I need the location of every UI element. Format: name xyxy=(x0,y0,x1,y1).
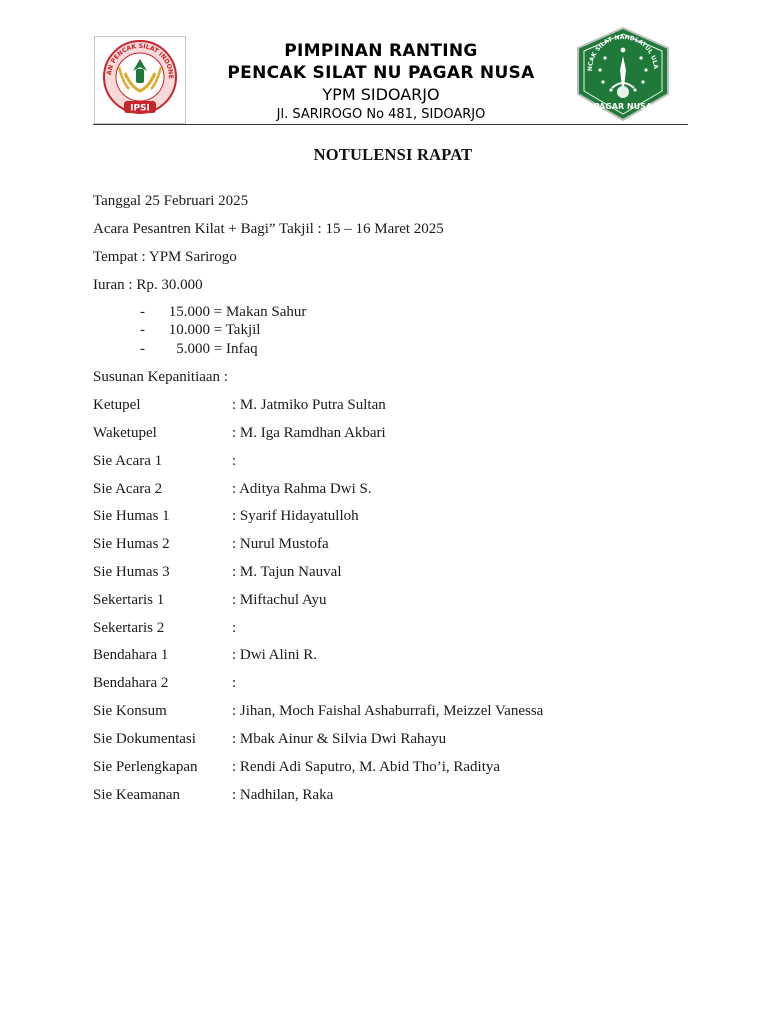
committee-row xyxy=(93,619,236,637)
committee-member: : Jihan, Moch Faishal Ashaburrafi, Meizzel Vanessa xyxy=(232,703,544,719)
committee-row xyxy=(93,424,386,442)
committee-role: Sie Konsum xyxy=(93,703,167,719)
letterhead-address: Jl. SARIROGO No 481, SIDOARJO xyxy=(276,107,486,122)
committee-row xyxy=(93,646,317,664)
letterhead-divider xyxy=(93,124,688,125)
ipsi-ring-text: AN PENCAK SILAT INDONE xyxy=(105,42,175,79)
committee-role: Bendahara 1 xyxy=(93,647,169,663)
committee-row xyxy=(93,730,446,748)
fee-info: Iuran : Rp. 30.000 xyxy=(93,277,203,293)
committee-member: : Nurul Mustofa xyxy=(232,536,329,552)
committee-member: : xyxy=(232,675,237,691)
committee-row xyxy=(93,591,326,609)
event-info: Acara Pesantren Kilat + Bagi” Takjil : 15 – 16 Maret 2025 xyxy=(93,221,444,237)
committee-role: Sie Humas 2 xyxy=(93,536,170,552)
committee-member: : Rendi Adi Saputro, M. Abid Tho’i, Raditya xyxy=(232,759,501,775)
committee-role: Sie Dokumentasi xyxy=(93,731,196,747)
committee-role: Sie Keamanan xyxy=(93,787,181,803)
committee-row xyxy=(93,563,342,581)
committee-member: : Dwi Alini R. xyxy=(232,647,318,663)
committee-row xyxy=(93,674,236,692)
fee-amount: 10.000 xyxy=(168,322,210,338)
committee-role: Sie Perlengkapan xyxy=(93,759,198,775)
committee-member: : xyxy=(232,453,237,469)
fee-desc: = Infaq xyxy=(213,341,258,357)
committee-role: Bendahara 2 xyxy=(93,675,169,691)
committee-member: : Aditya Rahma Dwi S. xyxy=(232,481,372,497)
fee-amount: 5.000 xyxy=(176,341,210,357)
committee-member: : Nadhilan, Raka xyxy=(232,787,334,803)
committee-role: Sie Humas 1 xyxy=(93,508,170,524)
pagar-nusa-ring-text: NCAK SILAT NAHDLATUL ULA xyxy=(586,33,660,72)
committee-member: : M. Iga Ramdhan Akbari xyxy=(232,425,386,441)
fee-amount: 15.000 xyxy=(168,304,210,320)
committee-member: : Syarif Hidayatulloh xyxy=(232,508,359,524)
committee-row xyxy=(93,396,386,414)
fee-desc: = Takjil xyxy=(213,322,261,338)
committee-member: : Mbak Ainur & Silvia Dwi Rahayu xyxy=(232,731,447,747)
letterhead xyxy=(200,40,562,124)
committee-role: Waketupel xyxy=(93,425,157,441)
committee-role: Sie Acara 1 xyxy=(93,453,163,469)
fee-item xyxy=(140,321,260,339)
bullet-dash: - xyxy=(140,322,145,338)
committee-row xyxy=(93,452,236,470)
committee-member: : xyxy=(232,620,237,636)
ipsi-logo xyxy=(94,36,186,124)
committee-row xyxy=(93,480,372,498)
bullet-dash: - xyxy=(140,304,145,320)
pagar-nusa-name: PAGAR NUSA xyxy=(593,102,653,111)
committee-row xyxy=(93,507,359,525)
document-title: NOTULENSI RAPAT xyxy=(313,145,473,164)
pagar-nusa-logo xyxy=(572,26,674,122)
letterhead-line-1: PIMPINAN RANTING xyxy=(284,41,478,61)
fee-desc: = Makan Sahur xyxy=(213,304,307,320)
committee-row xyxy=(93,786,333,804)
committee-role: Sie Humas 3 xyxy=(93,564,170,580)
place-info: Tempat : YPM Sarirogo xyxy=(93,249,237,265)
committee-row xyxy=(93,702,543,720)
committee-role: Sekertaris 1 xyxy=(93,592,165,608)
committee-role: Ketupel xyxy=(93,397,141,413)
committee-member: : M. Jatmiko Putra Sultan xyxy=(232,397,386,413)
fee-item xyxy=(140,340,258,358)
fee-item xyxy=(140,303,306,321)
committee-heading: Susunan Kepanitiaan : xyxy=(93,369,228,385)
committee-row xyxy=(93,535,329,553)
letterhead-line-2: PENCAK SILAT NU PAGAR NUSA xyxy=(227,63,535,83)
letterhead-line-3: YPM SIDOARJO xyxy=(322,85,440,104)
committee-role: Sie Acara 2 xyxy=(93,481,163,497)
committee-member: : M. Tajun Nauval xyxy=(232,564,342,580)
ipsi-abbr: IPSI xyxy=(130,103,150,114)
bullet-dash: - xyxy=(140,341,145,357)
meeting-date: Tanggal 25 Februari 2025 xyxy=(93,193,249,209)
committee-member: : Miftachul Ayu xyxy=(232,592,327,608)
committee-row xyxy=(93,758,500,776)
committee-role: Sekertaris 2 xyxy=(93,620,165,636)
